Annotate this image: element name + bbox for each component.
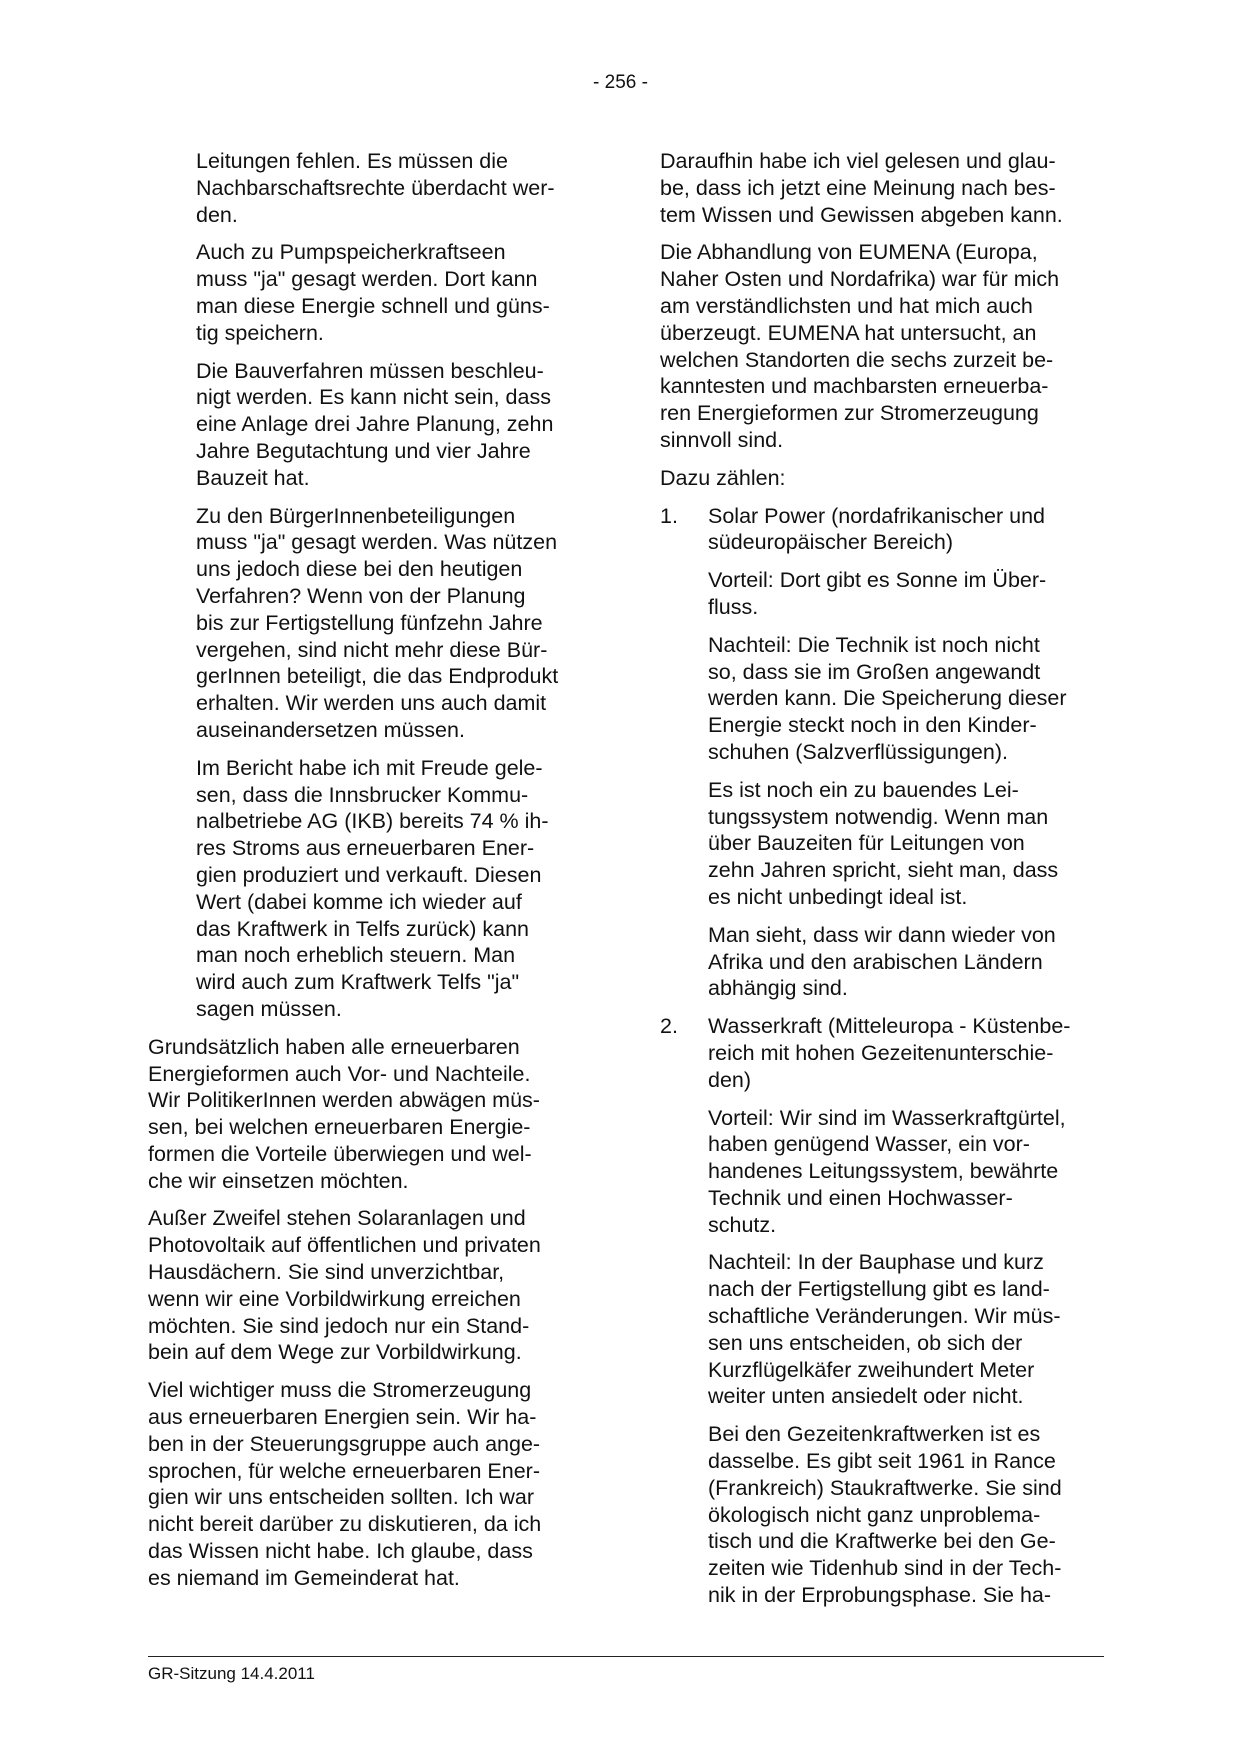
- left-column: [148, 148, 588, 1603]
- list-item-number: 2.: [660, 1014, 678, 1039]
- body-paragraph: Die Abhandlung von EUMENA (Europa, Naher Osten und Nordafrika) war für mich am verständlichsten und hat mich auch überzeugt. EUMENA hat untersucht, an welchen Standorten die sechs zurzeit be- kanntesten und machbarsten erneuerba- ren Energieformen zur Stromerzeugung sinnvoll sind.: [660, 240, 1060, 452]
- body-paragraph: Außer Zweifel stehen Solaranlagen und Photovoltaik auf öffentlichen und privaten Hausdächern. Sie sind unverzichtbar, wenn wir eine Vorbildwirkung erreichen möchten. Sie sind jedoch nur ein Stand- bein auf dem Wege zur Vorbildwirkung.: [148, 1206, 541, 1365]
- list-item-paragraph: Es ist noch ein zu bauendes Lei- tungssystem notwendig. Wenn man über Bauzeiten für Leitungen von zehn Jahren spricht, sieht man, dass es nicht unbedingt ideal ist.: [708, 777, 1059, 909]
- indented-paragraph: Die Bauverfahren müssen beschleu- nigt werden. Es kann nicht sein, dass eine Anlage drei Jahre Planung, zehn Jahre Begutachtung und vier Jahre Bauzeit hat.: [196, 358, 554, 490]
- body-paragraph: Grundsätzlich haben alle erneuerbaren Energieformen auch Vor- und Nachteile. Wir PolitikerInnen werden abwägen müs- sen, bei welchen erneuerbaren Energie- formen die Vorteile überwiegen und wel- che wir einsetzen möchten.: [148, 1034, 540, 1193]
- list-item-title: [660, 1013, 1100, 1093]
- list-item: [660, 1013, 1100, 1609]
- right-column: [660, 148, 1100, 1620]
- list-item-title-text: Solar Power (nordafrikanischer und südeuropäischer Bereich): [708, 503, 1045, 555]
- footer-text: GR-Sitzung 14.4.2011: [148, 1664, 315, 1683]
- list-item: [660, 503, 1100, 1003]
- indented-paragraph: Leitungen fehlen. Es müssen die Nachbarschaftsrechte überdacht wer- den.: [196, 149, 555, 227]
- indented-paragraph: Im Bericht habe ich mit Freude gele- sen, dass die Innsbrucker Kommu- nalbetriebe AG (IKB) bereits 74 % ih- res Stroms aus erneuerbaren Ener- gien produziert und verkauft. Diesen Wert (dabei komme ich wieder auf das Kraftwerk in Telfs zurück) kann man noch erheblich steuern. Man wird auch zum Kraftwerk Telfs "ja" sagen müssen.: [196, 755, 549, 1021]
- indented-paragraph: Auch zu Pumpspeicherkraftseen muss "ja" gesagt werden. Dort kann man diese Energie schnell und güns- tig speichern.: [196, 240, 550, 345]
- list-item-title-text: Wasserkraft (Mitteleuropa - Küstenbe- reich mit hohen Gezeitenunterschie- den): [708, 1014, 1071, 1092]
- body-paragraph: Dazu zählen:: [660, 465, 786, 490]
- list-item-paragraph: Bei den Gezeitenkraftwerken ist es dasselbe. Es gibt seit 1961 in Rance (Frankreich) Staukraftwerke. Sie sind ökologisch nicht ganz unproblema- tisch und die Kraftwerke bei den Ge- zeiten wie Tidenhub sind in der Tech- nik in der Erprobungsphase. Sie ha-: [708, 1422, 1062, 1608]
- list-item-number: 1.: [660, 503, 678, 528]
- body-paragraph: Daraufhin habe ich viel gelesen und glau- be, dass ich jetzt eine Meinung nach bes- tem Wissen und Gewissen abgeben kann.: [660, 149, 1063, 227]
- body-paragraph: Viel wichtiger muss die Stromerzeugung aus erneuerbaren Energien sein. Wir ha- ben in der Steuerungsgruppe auch ange- sprochen, für welche erneuerbaren Ener- gien wir uns entscheiden sollten. Ich war nicht bereit darüber zu diskutieren, da ich das Wissen nicht habe. Ich glaube, dass es niemand im Gemeinderat hat.: [148, 1378, 542, 1590]
- indented-paragraph: Zu den BürgerInnenbeteiligungen muss "ja" gesagt werden. Was nützen uns jedoch diese bei den heutigen Verfahren? Wenn von der Planung bis zur Fertigstellung fünfzehn Jahre vergehen, sind nicht mehr diese Bür- gerInnen beteiligt, die das Endprodukt erhalten. Wir werden uns auch damit auseinandersetzen müssen.: [196, 503, 559, 742]
- page-number: - 256 -: [593, 72, 648, 93]
- footer-divider: [148, 1656, 1104, 1657]
- list-item-paragraph: Vorteil: Wir sind im Wasserkraftgürtel, haben genügend Wasser, ein vor- handenes Leitungssystem, bewährte Technik und einen Hochwasser- schutz.: [708, 1105, 1066, 1237]
- list-item-paragraph: Vorteil: Dort gibt es Sonne im Über- fluss.: [708, 568, 1047, 619]
- list-item-paragraph: Man sieht, dass wir dann wieder von Afrika und den arabischen Ländern abhängig sind.: [708, 922, 1056, 1001]
- list-item-title: [660, 503, 1100, 557]
- list-item-paragraph: Nachteil: Die Technik ist noch nicht so, dass sie im Großen angewandt werden kann. Die Speicherung dieser Energie steckt noch in den Kinder- schuhen (Salzverflüssigungen).: [708, 632, 1067, 764]
- list-item-paragraph: Nachteil: In der Bauphase und kurz nach der Fertigstellung gibt es land- schaftliche Veränderungen. Wir müs- sen uns entscheiden, ob sich der Kurzflügelkäfer zweihundert Meter weiter unten ansiedelt oder nicht.: [708, 1250, 1061, 1409]
